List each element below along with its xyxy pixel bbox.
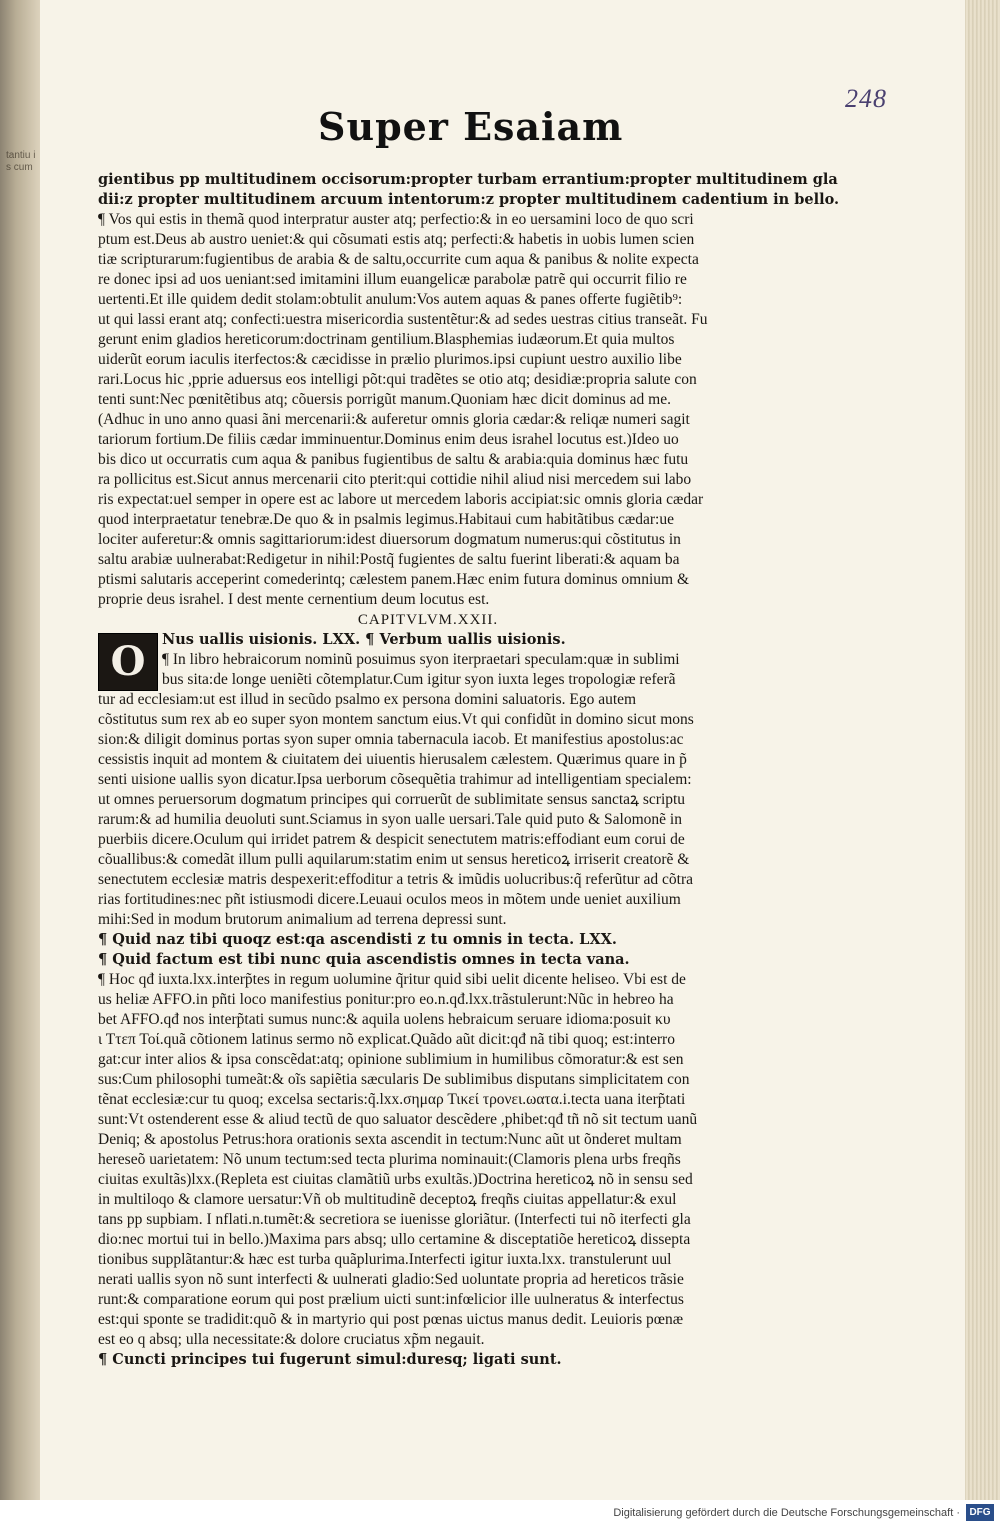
text-line: tariorum fortium.De filiis cædar imminuentur.Dominus enim deus israhel locutus est.)Ideo uo xyxy=(98,431,679,448)
text-line: dio:nec mortui tui in bello.)Maxima pars absq; ullo certamine & disceptatiõe hereticoꝝ dissepta xyxy=(98,1231,691,1248)
text-line: ¶ Quid factum est tibi nunc quia ascendistis omnes in tecta vana. xyxy=(98,951,630,968)
text-line: gat:cur inter alios & ipsa conscẽdat:atq; opinione sublimium in humilibus cõmoratur:& est sen xyxy=(98,1051,684,1068)
text-line: us heliæ AFFO.in pñti loco manifestius ponitur:pro eo.n.qđ.lxx.trãstulerunt:Nũc in hebreo ha xyxy=(98,991,674,1008)
footer-strip xyxy=(0,1500,1000,1527)
text-line: ¶ Cuncti principes tui fugerunt simul:duresq; ligati sunt. xyxy=(98,1351,562,1368)
text-line: cessistis inquit ad montem & ciuitatem dei uiuentis hierusalem cælestem. Quærimus quare in p̃ xyxy=(98,751,687,768)
text-line: Nus uallis uisionis. LXX. ¶ Verbum uallis uisionis. xyxy=(162,631,566,648)
text-line: gerunt enim gladios hereticorum:doctrinam gentilium.Blasphemias iudæorum.Et quia multos xyxy=(98,331,675,348)
paragraph-top xyxy=(98,170,840,610)
dfg-logo: DFG xyxy=(966,1504,994,1521)
decorated-initial: O xyxy=(98,633,158,691)
text-line: senectutem ecclesiæ matris despexerit:effoditur a tetris & imũdis uolucribus:q̃ referũtur ad cõtra xyxy=(98,871,693,888)
text-line: est eo q absq; ulla necessitate:& dolore cruciatus xp̃m negauit. xyxy=(98,1331,485,1348)
text-block xyxy=(98,170,840,1370)
text-line: (Adhuc in uno anno quasi ãni mercenarii:& auferetur omnis gloria cædar:& reliqæ numeri sagit xyxy=(98,411,690,428)
text-line: hereseõ uarietatem: Nõ unum tectum:sed tecta plurima nominauit:(Clamoris plena urbs freqñs xyxy=(98,1151,681,1168)
text-line: cõstitutus sum rex ab eo super syon montem sanctum eius.Vt qui confidũt in domino sicut mons xyxy=(98,711,694,728)
text-line: uertenti.Et ille quidem dedit stolam:obtulit anulum:Vos autem aquas & panes offerte fugiẽtib⁹: xyxy=(98,291,683,308)
facing-page-text: tantiu is cum xyxy=(6,150,36,173)
text-line: bet AFFO.qđ nos interp̃tati sumus nunc:& aquila uolens hebraicum seruare idioma:posuit κυ xyxy=(98,1011,671,1028)
text-line: rarum:& ad humilia deuoluti sunt.Sciamus in syon ualle uersari.Tale quid puto & Salomonẽ in xyxy=(98,811,682,828)
text-line: in multiloqo & clamore uersatur:Vñ ob multitudinẽ deceptoꝝ freqñs ciuitas appellatur:& exul xyxy=(98,1191,677,1208)
text-line: quod interpraetatur tenebræ.De quo & in psalmis legimus.Habitaui cum habitãtibus cædar:ue xyxy=(98,511,674,528)
text-line: tionibus supplãtantur:& hæc est turba quãplurima.Interfecti igitur iuxta.lxx. transtulerunt uul xyxy=(98,1251,672,1268)
initial-section xyxy=(98,630,758,690)
text-line: ptum est.Deus ab austro ueniet:& qui cõsumati estis atq; perfecti:& habetis in uobis lumen scien xyxy=(98,231,695,248)
text-line: puerbiis dicere.Oculum qui irridet patrem & despicit senectutem matris:effodiant eum corui de xyxy=(98,831,685,848)
text-line: runt:& comparatione eorum qui post prælium uicti sunt:infœlicior ille uulneratus & interfectus xyxy=(98,1291,684,1308)
text-line: ¶ In libro hebraicorum nominũ posuimus syon iterpraetari speculam:quæ in sublimi xyxy=(162,651,680,668)
text-line: mihi:Sed in modum brutorum animalium ad terrena depressi sunt. xyxy=(98,911,507,928)
text-line: rari.Locus hic ,pprie aduersus eos intelligi põt:qui tradẽtes se otio atq; desidiæ:propria salute con xyxy=(98,371,697,388)
text-line: est:qui sponte se tradidit:quõ & in martyrio qui post pœnas uictus manus dedit. Leuioris pœnæ xyxy=(98,1311,684,1328)
text-line: gientibus pp multitudinem occisorum:propter turbam errantium:propter multitudinem gla xyxy=(98,171,838,188)
text-line: saltu arabiæ uulnerabat:Redigetur in nihil:Postq̃ fugientes de saltu fuerint liberati:& aquam ba xyxy=(98,551,680,568)
text-line: ¶ Quid naz tibi quoqz est:qa ascendisti z tu omnis in tecta. LXX. xyxy=(98,931,617,948)
text-line: sion:& diligit dominus portas syon super omnia tabernacula iacob. Et manifestius apostolus:ac xyxy=(98,731,684,748)
text-line: ι Ττεπ Τοί.quã cõtionem latinus sermo nõ explicat.Quãdo aũt dicit:qđ nã tibi quoq; est:interro xyxy=(98,1031,675,1048)
text-line: lociter auferetur:& omnis sagittariorum:idest diuersorum dogmatum numerus:qui cõstitutus in xyxy=(98,531,681,548)
text-line: tẽnat ecclesiæ:cur tu quoq; excelsa sectaris:q̃.lxx.σημαρ Τικεί τρονει.ωατα.i.tecta uana iterp̃tati xyxy=(98,1091,686,1108)
text-line: ra pollicitus est.Sicut annus mercenarii cito pterit:qui cottidie nihil aliud nisi mercedem sui labo xyxy=(98,471,692,488)
text-line: cõuallibus:& comedãt illum pulli aquilarum:statim enim ut sensus hereticoꝝ irriserit creatorẽ & xyxy=(98,851,690,868)
text-line: ut omnes peruersorum dogmatum principes qui corruerũt de sublimitate sensus sanctaꝝ scriptu xyxy=(98,791,686,808)
text-line: proprie deus israhel. I dest mente cernentium deum locutus est. xyxy=(98,591,490,608)
facing-page-edge xyxy=(0,0,41,1500)
text-line: ut qui lassi erant atq; confecti:uestra misericordia sustentẽtur:& ad sedes uestras citius transeãt. Fu xyxy=(98,311,708,328)
text-line: bis dico ut occurratis cum aqua & panibus fugientibus de saltu & arabia:quia dominus hæc futu xyxy=(98,451,689,468)
text-line: sunt:Vt ostenderent esse & aliud tectũ de quo saluator descẽdere ,phibet:qđ tñ nõ sit tectum uanũ xyxy=(98,1111,698,1128)
footer-credit: Digitalisierung gefördert durch die Deutsche Forschungsgemeinschaft · xyxy=(613,1507,960,1519)
text-line: ¶ Vos qui estis in themã quod interpratur auster atq; perfectio:& in eo uersamini loco de quo scri xyxy=(98,211,694,228)
paragraph-initial xyxy=(98,630,758,690)
text-line: tur ad ecclesiam:ut est illud in secũdo psalmo ex persona domini saluatoris. Ego autem xyxy=(98,691,637,708)
folio-number: 248 xyxy=(845,84,887,113)
text-line: tenti sunt:Nec pœnitẽtibus atq; cõuersis porrigũt manum.Quoniam hæc dicit dominus ad me. xyxy=(98,391,671,408)
text-line: Deniq; & apostolus Petrus:hora orationis sexta ascendit in tectum:Nunc aũt ut õnderet multam xyxy=(98,1131,682,1148)
text-line: sus:Cum philosophi tumeãt:& oĩs sapiẽtia sæcularis De sublimibus disputans simplicitatem con xyxy=(98,1071,690,1088)
text-line: re donec ipsi ad uos ueniant:sed imitamini illum euangelicæ parabolæ patrẽ qui occurrit filio re xyxy=(98,271,687,288)
text-line: uiderũt eorum iaculis iterfectos:& cæcidisse in prælio plurimos.ipsi cupiunt uestro auxilio libe xyxy=(98,351,682,368)
text-line: rias fortitudines:nec pñt istiusmodi dicere.Leuaui oculos meos in mõtem unde ueniet auxilium xyxy=(98,891,681,908)
text-line: ris expectat:uel semper in opere est ac labore ut mercedem laboris accipiat:sic omnis gloria cædar xyxy=(98,491,704,508)
text-line: ciuitas exultãs)lxx.(Repleta est ciuitas clamãtiũ urbs exultãs.)Doctrina hereticoꝝ nõ in sensu sed xyxy=(98,1171,693,1188)
text-line: ptismi salutaris acceperint comederintq; cælestem panem.Hæc enim futura dominus omnium & xyxy=(98,571,690,588)
text-line: dii:z propter multitudinem arcuum intentorum:z propter multitudinem cadentium in bello. xyxy=(98,191,840,208)
text-line: tiæ scripturarum:fugientibus de arabia & de saltu,occurrite cum aqua & panibus & nolite expecta xyxy=(98,251,699,268)
chapter-heading: CAPITVLVM.XXII. xyxy=(357,612,499,628)
text-line: senti uisione uallis syon dicatur.Ipsa uerborum cõsequẽtia trahimur ad intelligentiam specialem: xyxy=(98,771,692,788)
page-stack-edge xyxy=(965,0,1000,1500)
text-line: ¶ Hoc qđ iuxta.lxx.interp̃tes in regum uolumine q̃ritur quid sibi uelit dicente heliseo. Vbi est de xyxy=(98,971,686,988)
text-line: nerati uallis syon nõ sunt interfecti & uulnerati gladio:Sed uoluntate propria ad hereticos trãsie xyxy=(98,1271,684,1288)
text-line: bus sita:de longe ueniẽti cõtemplatur.Cum igitur syon iuxta leges tropologiæ referã xyxy=(162,671,676,688)
running-head: Super Esaiam xyxy=(318,104,624,149)
text-line: tans pp supbiam. I nflati.n.tumẽt:& secretiora se iuenisse gloriãtur. (Interfecti tui nõ iterfecti gla xyxy=(98,1211,691,1228)
paragraph-bottom xyxy=(98,690,758,1370)
